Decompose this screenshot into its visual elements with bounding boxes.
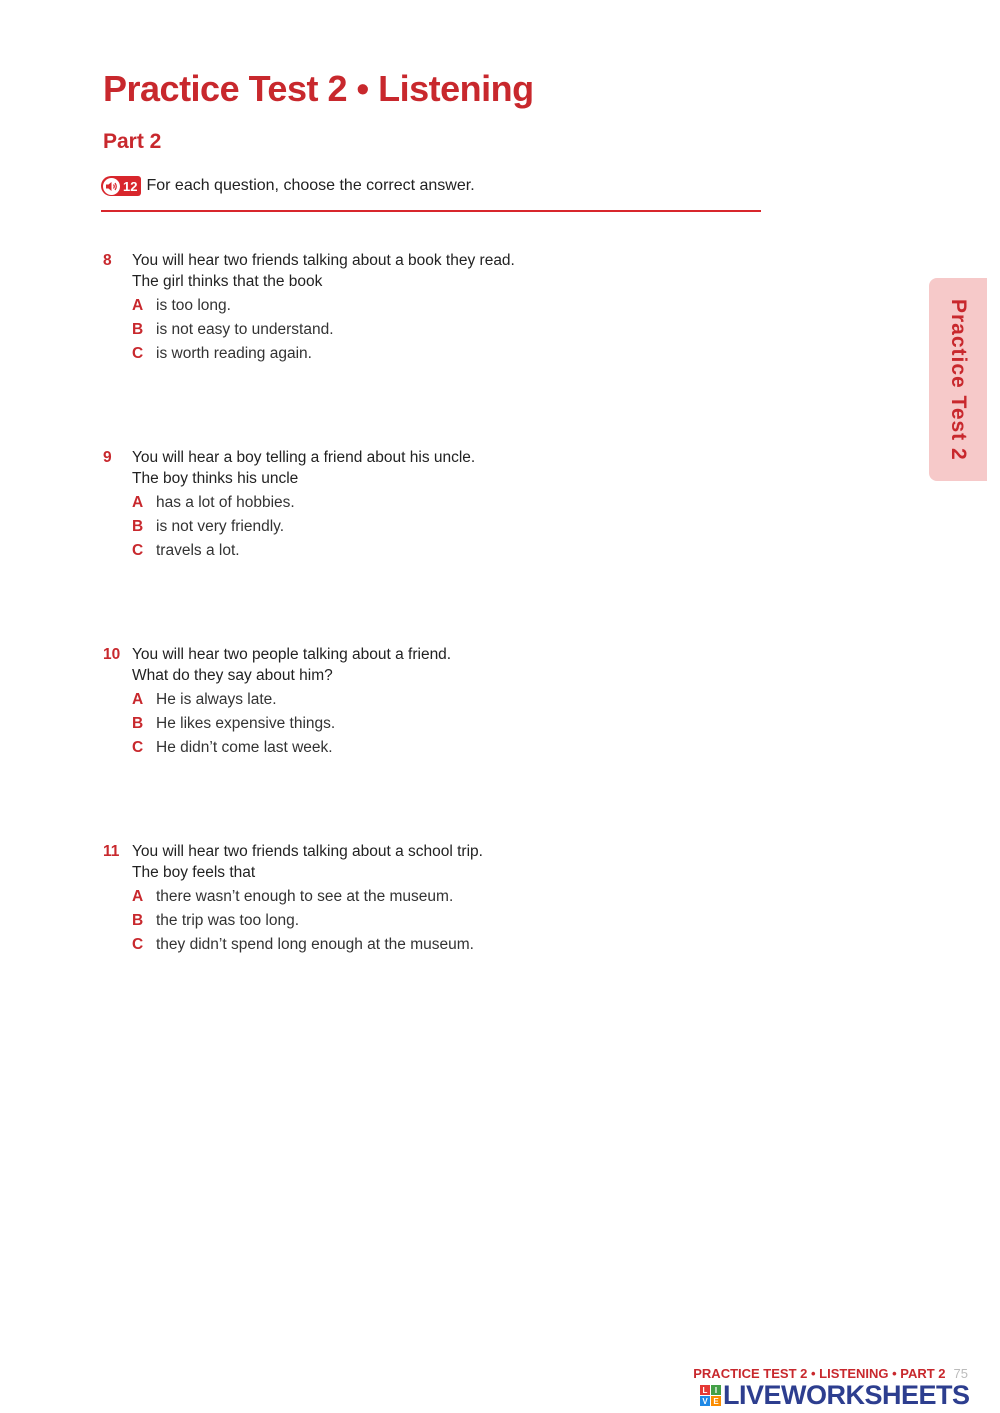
option-text: they didn’t spend long enough at the museum. xyxy=(156,936,474,953)
option-text: He didn’t come last week. xyxy=(156,739,333,756)
answer-option-b[interactable] xyxy=(132,715,663,733)
option-letter: C xyxy=(132,345,144,362)
answer-option-a[interactable] xyxy=(132,888,663,906)
answer-option-c[interactable] xyxy=(132,936,663,954)
page-number: 75 xyxy=(953,1366,968,1381)
option-text: the trip was too long. xyxy=(156,912,300,929)
answer-option-c[interactable] xyxy=(132,542,663,560)
option-letter: B xyxy=(132,518,144,535)
logo-letter: V xyxy=(700,1396,710,1406)
option-letter: B xyxy=(132,321,144,338)
option-letter: C xyxy=(132,542,144,559)
question-text: You will hear two friends talking about a school trip. xyxy=(132,843,483,860)
answer-option-b[interactable] xyxy=(132,321,663,339)
liveworksheets-logo-icon xyxy=(700,1385,721,1406)
audio-track-number: 12 xyxy=(123,178,138,194)
option-text: is not very friendly. xyxy=(156,518,285,535)
section-side-tab xyxy=(929,278,987,481)
brand-name: LIVEWORKSHEETS xyxy=(723,1380,970,1410)
option-letter: B xyxy=(132,912,144,929)
question-10 xyxy=(103,646,663,757)
answer-option-b[interactable] xyxy=(132,912,663,930)
question-stem: The boy thinks his uncle xyxy=(132,470,299,487)
option-text: is worth reading again. xyxy=(156,345,312,362)
instruction-text: For each question, choose the correct answer. xyxy=(146,177,475,194)
answer-option-c[interactable] xyxy=(132,345,663,363)
liveworksheets-brand xyxy=(700,1380,970,1411)
instruction-row xyxy=(101,175,475,197)
option-text: He is always late. xyxy=(156,691,277,708)
question-number: 11 xyxy=(103,843,120,860)
header-divider xyxy=(101,210,761,212)
answer-option-a[interactable] xyxy=(132,494,663,512)
question-number: 8 xyxy=(103,252,112,269)
option-letter: A xyxy=(132,888,144,905)
answer-option-a[interactable] xyxy=(132,297,663,315)
option-letter: C xyxy=(132,739,144,756)
running-footer xyxy=(693,1366,968,1381)
answer-option-c[interactable] xyxy=(132,739,663,757)
running-head: PRACTICE TEST 2 • LISTENING • PART 2 xyxy=(693,1366,946,1381)
answer-option-a[interactable] xyxy=(132,691,663,709)
page-title: Practice Test 2 • Listening xyxy=(103,68,534,109)
question-stem: The girl thinks that the book xyxy=(132,273,323,290)
question-11 xyxy=(103,843,663,954)
logo-letter: E xyxy=(711,1396,721,1406)
logo-letter: I xyxy=(711,1385,721,1395)
option-text: He likes expensive things. xyxy=(156,715,336,732)
answer-option-b[interactable] xyxy=(132,518,663,536)
question-stem: The boy feels that xyxy=(132,864,256,881)
question-text: You will hear two friends talking about a book they read. xyxy=(132,252,515,269)
part-heading: Part 2 xyxy=(103,130,162,153)
option-text: is too long. xyxy=(156,297,231,314)
option-text: there wasn’t enough to see at the museum. xyxy=(156,888,454,905)
question-number: 10 xyxy=(103,646,121,663)
option-text: travels a lot. xyxy=(156,542,240,559)
option-text: is not easy to understand. xyxy=(156,321,334,338)
speaker-icon xyxy=(103,178,120,195)
option-letter: A xyxy=(132,691,144,708)
option-letter: A xyxy=(132,297,144,314)
question-text: You will hear two people talking about a friend. xyxy=(132,646,452,663)
option-letter: C xyxy=(132,936,144,953)
option-text: has a lot of hobbies. xyxy=(156,494,295,511)
question-stem: What do they say about him? xyxy=(132,667,333,684)
option-letter: B xyxy=(132,715,144,732)
question-9 xyxy=(103,449,663,560)
question-text: You will hear a boy telling a friend about his uncle. xyxy=(132,449,476,466)
side-tab-label: Practice Test 2 xyxy=(947,298,970,461)
logo-letter: L xyxy=(700,1385,710,1395)
option-letter: A xyxy=(132,494,144,511)
audio-track-button[interactable] xyxy=(101,176,141,196)
question-8 xyxy=(103,252,663,363)
question-number: 9 xyxy=(103,449,112,466)
